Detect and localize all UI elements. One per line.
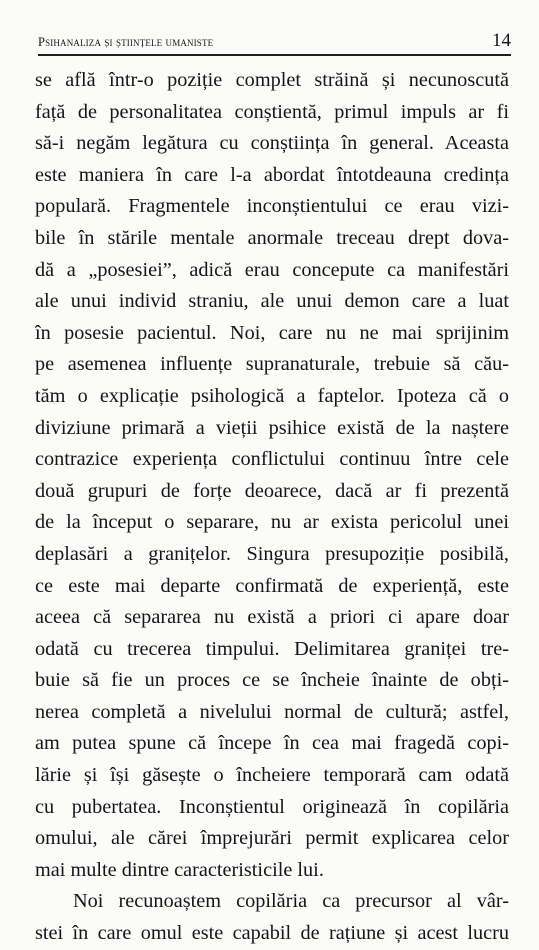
text-line: populară. Fragmentele inconștientului ce erau vizi- <box>35 195 509 218</box>
text-line: omului, ale cărei împrejurări permit explicarea celor <box>35 827 509 850</box>
paragraph-end-line: mai multe dintre caracteristicile lui. <box>35 858 324 881</box>
text-line: tăm o explicație psihologică a faptelor. Ipoteza că o <box>35 384 509 407</box>
text-line: cu pubertatea. Inconștientul originează în copilăria <box>35 795 509 818</box>
text-line: dă a „posesiei”, adică erau concepute ca manifestări <box>35 258 509 281</box>
text-line: diviziune primară a vieții psihice există de la naștere <box>35 416 509 439</box>
body-text <box>35 65 509 950</box>
text-line: deplasări a granițelor. Singura presupoziție posibilă, <box>35 542 509 565</box>
text-line: ce este mai departe confirmată de experiență, este <box>35 574 509 597</box>
running-title: Psihanaliza și științele umaniste <box>38 35 214 49</box>
running-header <box>38 28 511 58</box>
text-line: ale unui individ straniu, ale unui demon care a luat <box>35 290 509 313</box>
text-line: aceea că separarea nu există a priori ci apare doar <box>35 606 509 629</box>
text-line: este maniera în care l-a abordat întotdeauna credința <box>35 163 509 186</box>
text-line: stei în care omul este capabil de rațiune și acest lucru <box>35 922 509 945</box>
text-line: buie să fie un proces ce se încheie înainte de obți- <box>35 669 509 692</box>
text-line: se află într-o poziție complet străină și necunoscută <box>35 69 509 91</box>
text-line: odată cu trecerea timpului. Delimitarea graniței tre- <box>35 637 509 660</box>
text-line: față de personalitatea conștientă, primul impuls ar fi <box>35 100 509 123</box>
text-line: contrazice experiența conflictului continuu între cele <box>35 448 509 471</box>
text-line: nerea completă a nivelului normal de cultură; astfel, <box>35 700 509 723</box>
text-line: două grupuri de forțe deoarece, dacă ar fi prezentă <box>35 479 509 502</box>
page-number: 14 <box>492 30 511 51</box>
text-line: de la început o separare, nu ar exista pericolul unei <box>35 511 509 534</box>
paragraph-first-line: Noi recunoaștem copilăria ca precursor al vâr- <box>73 890 509 913</box>
text-line: să-i negăm legătura cu conștiința în general. Aceasta <box>35 132 509 155</box>
text-line: pe asemenea influențe supranaturale, trebuie să cău- <box>35 353 509 376</box>
text-line: lărie și își găsește o încheiere temporară cam odată <box>35 764 509 787</box>
text-line: bile în stările mentale anormale treceau drept dova- <box>35 226 509 249</box>
header-rule <box>38 54 511 56</box>
text-line: am putea spune că începe în cea mai fragedă copi- <box>35 732 509 755</box>
text-line: în posesie pacientul. Noi, care nu ne mai sprijinim <box>35 321 509 344</box>
